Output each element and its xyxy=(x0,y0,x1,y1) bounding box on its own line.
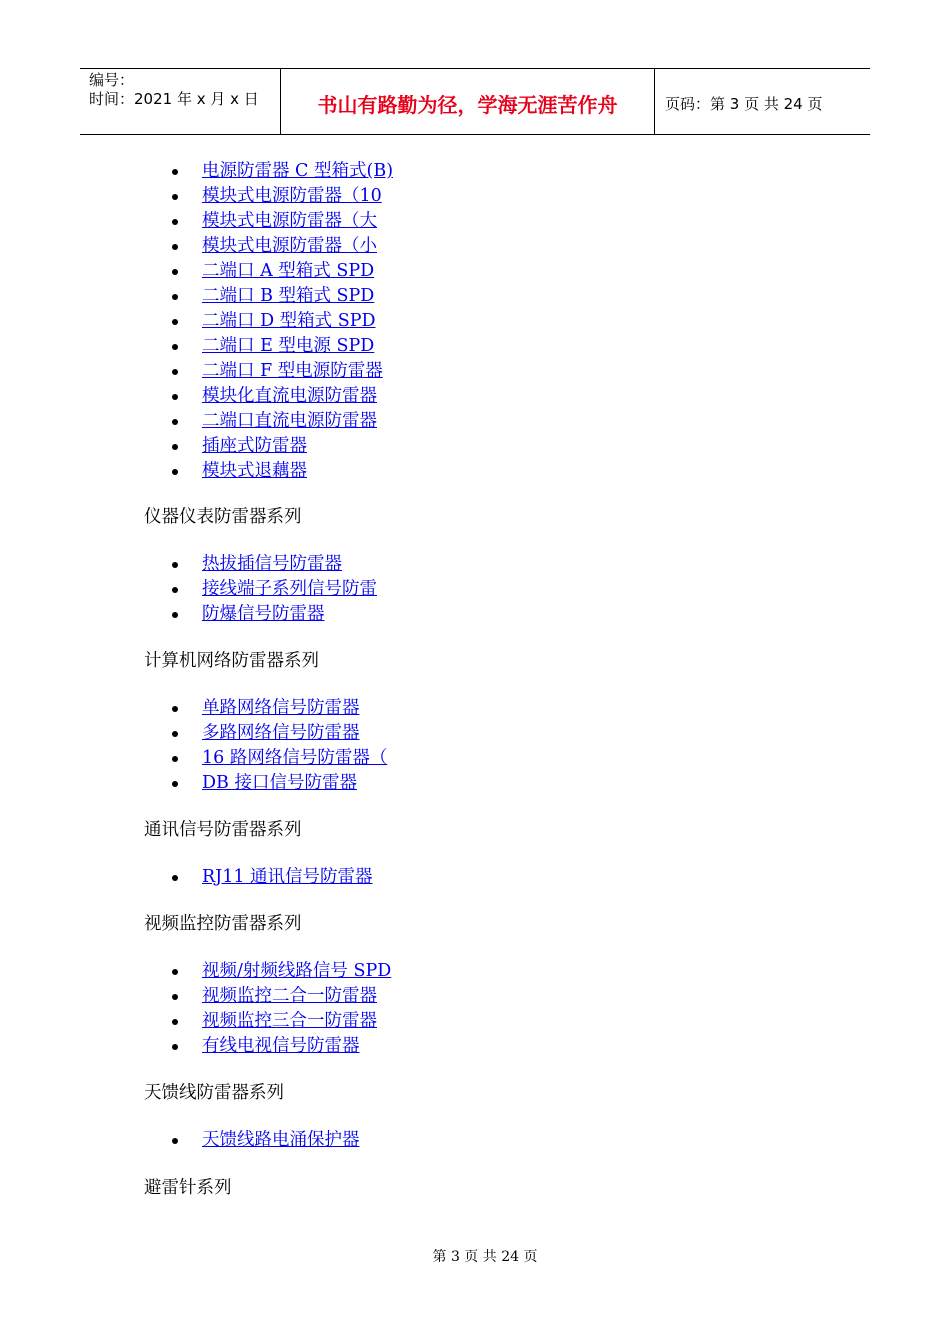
page-footer: 第 3 页 共 24 页 xyxy=(432,1249,538,1265)
list-item xyxy=(0,1128,360,1153)
product-link[interactable]: 模块式电源防雷器（10 xyxy=(202,186,382,206)
list-item xyxy=(0,865,373,890)
bullet-icon xyxy=(172,969,178,975)
list-item xyxy=(0,234,393,259)
list-item xyxy=(0,309,393,334)
product-link[interactable]: 二端口 A 型箱式 SPD xyxy=(202,261,375,281)
list-item xyxy=(0,552,377,577)
section-title: 仪器仪表防雷器系列 xyxy=(144,507,302,527)
product-link[interactable]: 模块式退藕器 xyxy=(202,461,307,481)
section-title: 视频监控防雷器系列 xyxy=(144,914,302,934)
bullet-icon xyxy=(172,194,178,200)
list-item xyxy=(0,721,387,746)
list-item xyxy=(0,577,377,602)
product-link-list xyxy=(0,959,391,1059)
product-link[interactable]: 视频/射频线路信号 SPD xyxy=(202,961,392,981)
product-link[interactable]: 二端口直流电源防雷器 xyxy=(202,411,377,431)
list-item xyxy=(0,209,393,234)
product-link[interactable]: 模块式电源防雷器（小 xyxy=(202,236,377,256)
product-link-list xyxy=(0,865,373,890)
product-link[interactable]: 多路网络信号防雷器 xyxy=(202,723,360,743)
product-link[interactable]: 接线端子系列信号防雷 xyxy=(202,579,377,599)
product-link-list xyxy=(0,696,387,796)
bullet-icon xyxy=(172,756,178,762)
product-link[interactable]: 模块化直流电源防雷器 xyxy=(202,386,377,406)
bullet-icon xyxy=(172,612,178,618)
product-link[interactable]: 插座式防雷器 xyxy=(202,436,307,456)
list-item xyxy=(0,284,393,309)
bullet-icon xyxy=(172,781,178,787)
header-motto: 书山有路勤为径，学海无涯苦作舟 xyxy=(281,69,655,134)
bullet-icon xyxy=(172,344,178,350)
product-link[interactable]: 天馈线路电涌保护器 xyxy=(202,1130,360,1150)
header-meta xyxy=(80,69,281,134)
bullet-icon xyxy=(172,469,178,475)
bullet-icon xyxy=(172,369,178,375)
list-item xyxy=(0,434,393,459)
page-header xyxy=(80,68,870,135)
section-title: 天馈线防雷器系列 xyxy=(144,1083,284,1103)
product-link-list xyxy=(0,1128,360,1153)
product-link[interactable]: 电源防雷器 C 型箱式(B) xyxy=(202,161,394,181)
list-item xyxy=(0,1034,391,1059)
bullet-icon xyxy=(172,1138,178,1144)
bullet-icon xyxy=(172,244,178,250)
bullet-icon xyxy=(172,562,178,568)
list-item xyxy=(0,159,393,184)
bullet-icon xyxy=(172,219,178,225)
header-page-info: 页码：第 3 页 共 24 页 xyxy=(665,95,823,113)
product-link[interactable]: 视频监控三合一防雷器 xyxy=(202,1011,377,1031)
list-item xyxy=(0,959,391,984)
bullet-icon xyxy=(172,419,178,425)
bullet-icon xyxy=(172,1044,178,1050)
product-link[interactable]: 热拔插信号防雷器 xyxy=(202,554,342,574)
bullet-icon xyxy=(172,294,178,300)
bullet-icon xyxy=(172,994,178,1000)
product-link[interactable]: 二端口 E 型电源 SPD xyxy=(202,336,375,356)
bullet-icon xyxy=(172,587,178,593)
product-link[interactable]: 单路网络信号防雷器 xyxy=(202,698,360,718)
product-link[interactable]: 二端口 F 型电源防雷器 xyxy=(202,361,383,381)
bullet-icon xyxy=(172,731,178,737)
bullet-icon xyxy=(172,875,178,881)
section-title: 通讯信号防雷器系列 xyxy=(144,820,302,840)
document-date-label: 时间：2021 年 x 月 x 日 xyxy=(89,90,259,108)
list-item xyxy=(0,984,391,1009)
bullet-icon xyxy=(172,1019,178,1025)
bullet-icon xyxy=(172,269,178,275)
list-item xyxy=(0,746,387,771)
document-number-label: 编号： xyxy=(89,71,135,89)
bullet-icon xyxy=(172,319,178,325)
list-item xyxy=(0,459,393,484)
list-item xyxy=(0,184,393,209)
product-link-list xyxy=(0,159,393,484)
product-link[interactable]: 防爆信号防雷器 xyxy=(202,604,325,624)
list-item xyxy=(0,771,387,796)
list-item xyxy=(0,384,393,409)
product-link[interactable]: 二端口 D 型箱式 SPD xyxy=(202,311,376,331)
list-item xyxy=(0,1009,391,1034)
list-item xyxy=(0,334,393,359)
section-title: 避雷针系列 xyxy=(144,1178,232,1198)
bullet-icon xyxy=(172,444,178,450)
section-title: 计算机网络防雷器系列 xyxy=(144,651,319,671)
product-link[interactable]: 视频监控二合一防雷器 xyxy=(202,986,377,1006)
bullet-icon xyxy=(172,394,178,400)
product-link-list xyxy=(0,552,377,627)
product-link[interactable]: 模块式电源防雷器（大 xyxy=(202,211,377,231)
list-item xyxy=(0,409,393,434)
bullet-icon xyxy=(172,169,178,175)
list-item xyxy=(0,602,377,627)
product-link[interactable]: 16 路网络信号防雷器（ xyxy=(202,748,388,768)
product-link[interactable]: DB 接口信号防雷器 xyxy=(202,773,357,793)
product-link[interactable]: 有线电视信号防雷器 xyxy=(202,1036,360,1056)
product-link[interactable]: 二端口 B 型箱式 SPD xyxy=(202,286,375,306)
bullet-icon xyxy=(172,706,178,712)
list-item xyxy=(0,359,393,384)
product-link[interactable]: RJ11 通讯信号防雷器 xyxy=(202,867,373,887)
list-item xyxy=(0,259,393,284)
list-item xyxy=(0,696,387,721)
